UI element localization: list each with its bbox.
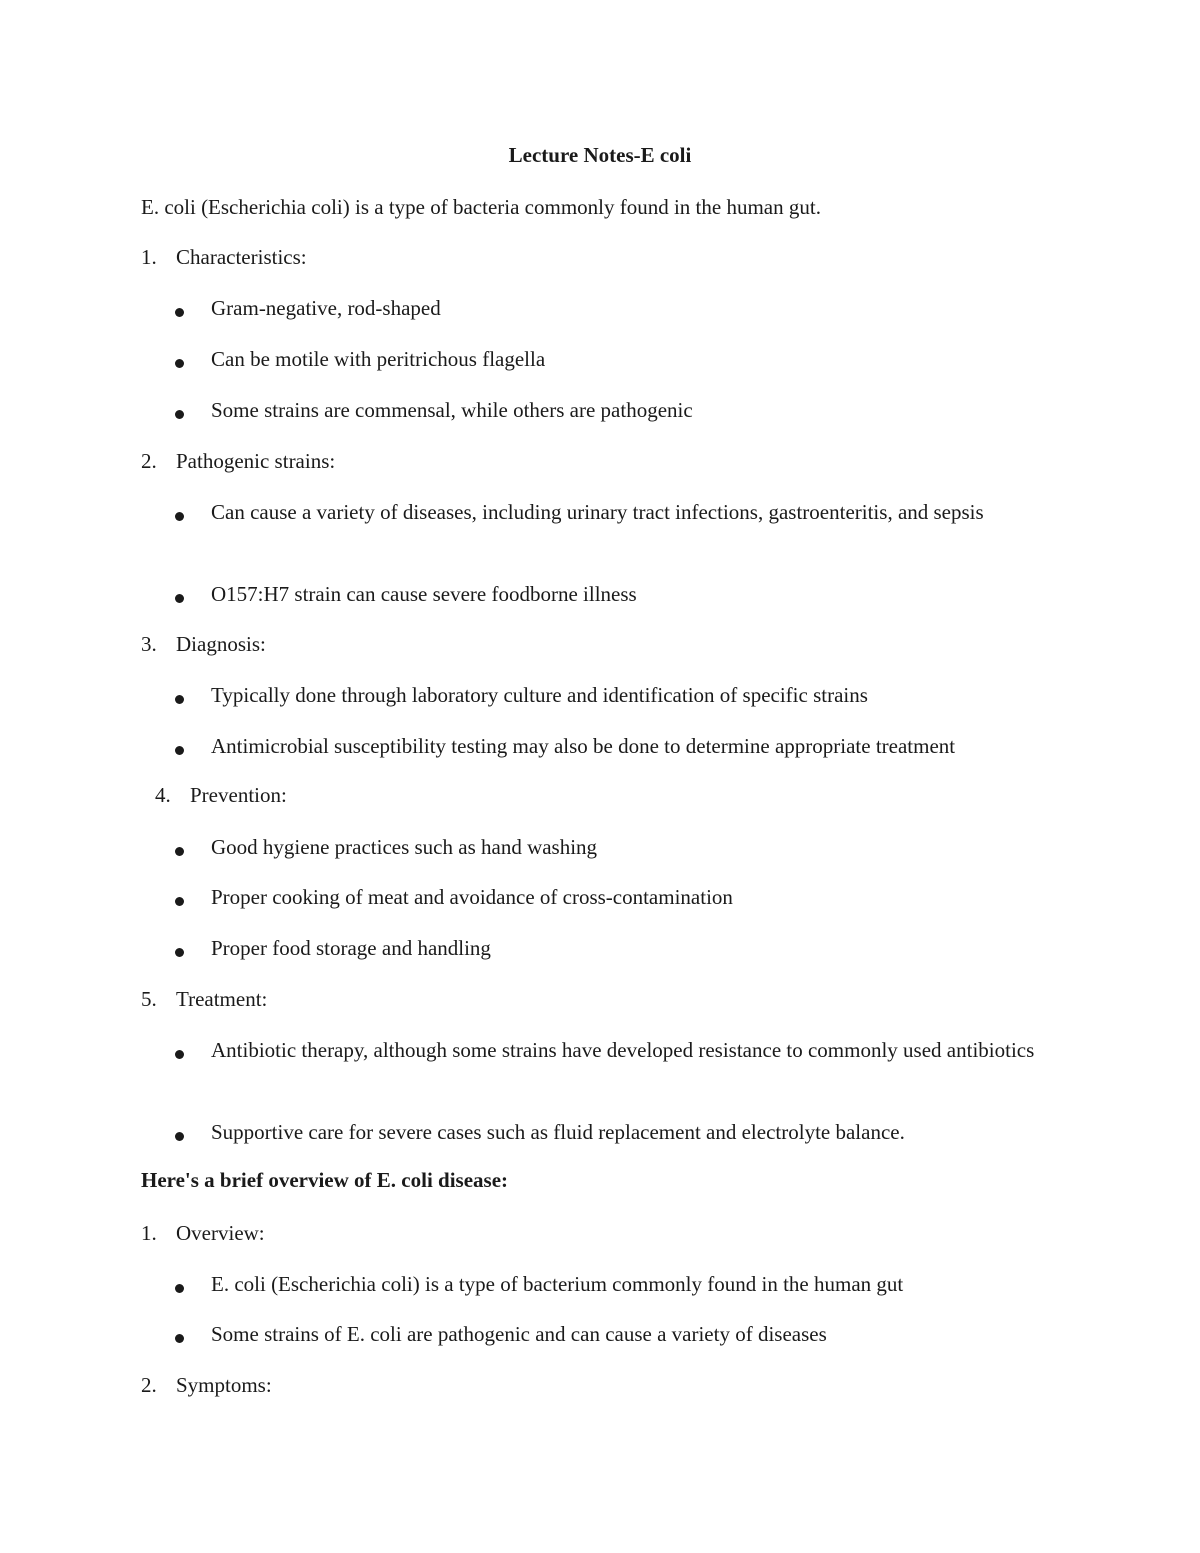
list-item: Good hygiene practices such as hand washing — [170, 837, 1060, 863]
list-item: Gram-negative, rod-shaped — [170, 298, 1060, 324]
bullet-icon — [175, 695, 184, 704]
section-heading: 1. Characteristics: — [141, 245, 307, 269]
list-item: E. coli (Escherichia coli) is a type of bacterium commonly found in the human gut — [170, 1274, 1060, 1300]
bullet-icon — [175, 308, 184, 317]
list-item: Can be motile with peritrichous flagella — [170, 349, 1060, 375]
document-title: Lecture Notes-E coli — [508, 143, 692, 167]
bullet-icon — [175, 410, 184, 419]
list-item: O157:H7 strain can cause severe foodborne illness — [170, 584, 1060, 610]
bullet-icon — [175, 1334, 184, 1343]
bullet-icon — [175, 512, 184, 521]
list-item: Antibiotic therapy, although some strains have developed resistance to commonly used antibiotics — [170, 1040, 1060, 1066]
bullet-icon — [175, 359, 184, 368]
bullet-icon — [175, 594, 184, 603]
section-heading: 2. Symptoms: — [141, 1373, 272, 1397]
list-item: Proper food storage and handling — [170, 938, 1060, 964]
bullet-icon — [175, 1284, 184, 1293]
bullet-icon — [175, 847, 184, 856]
section-heading: 3. Diagnosis: — [141, 632, 266, 656]
list-item: Some strains of E. coli are pathogenic and can cause a variety of diseases — [170, 1324, 1060, 1350]
section-heading: 4. Prevention: — [155, 783, 287, 807]
bullet-icon — [175, 1132, 184, 1141]
bullet-icon — [175, 897, 184, 906]
section-heading: 5. Treatment: — [141, 987, 268, 1011]
section-heading: 2. Pathogenic strains: — [141, 449, 336, 473]
list-item: Some strains are commensal, while others are pathogenic — [170, 400, 1060, 426]
overview-heading: Here's a brief overview of E. coli disease: — [141, 1168, 509, 1192]
list-item: Can cause a variety of diseases, including urinary tract infections, gastroenteritis, and sepsis — [170, 502, 1060, 528]
intro-paragraph: E. coli (Escherichia coli) is a type of bacteria commonly found in the human gut. — [141, 195, 821, 219]
bullet-icon — [175, 1050, 184, 1059]
list-item: Proper cooking of meat and avoidance of cross-contamination — [170, 887, 1060, 913]
section-heading: 1. Overview: — [141, 1221, 265, 1245]
list-item: Antimicrobial susceptibility testing may also be done to determine appropriate treatment — [170, 736, 1060, 762]
bullet-icon — [175, 746, 184, 755]
bullet-icon — [175, 948, 184, 957]
list-item: Supportive care for severe cases such as fluid replacement and electrolyte balance. — [170, 1122, 1060, 1148]
list-item: Typically done through laboratory culture and identification of specific strains — [170, 685, 1060, 711]
